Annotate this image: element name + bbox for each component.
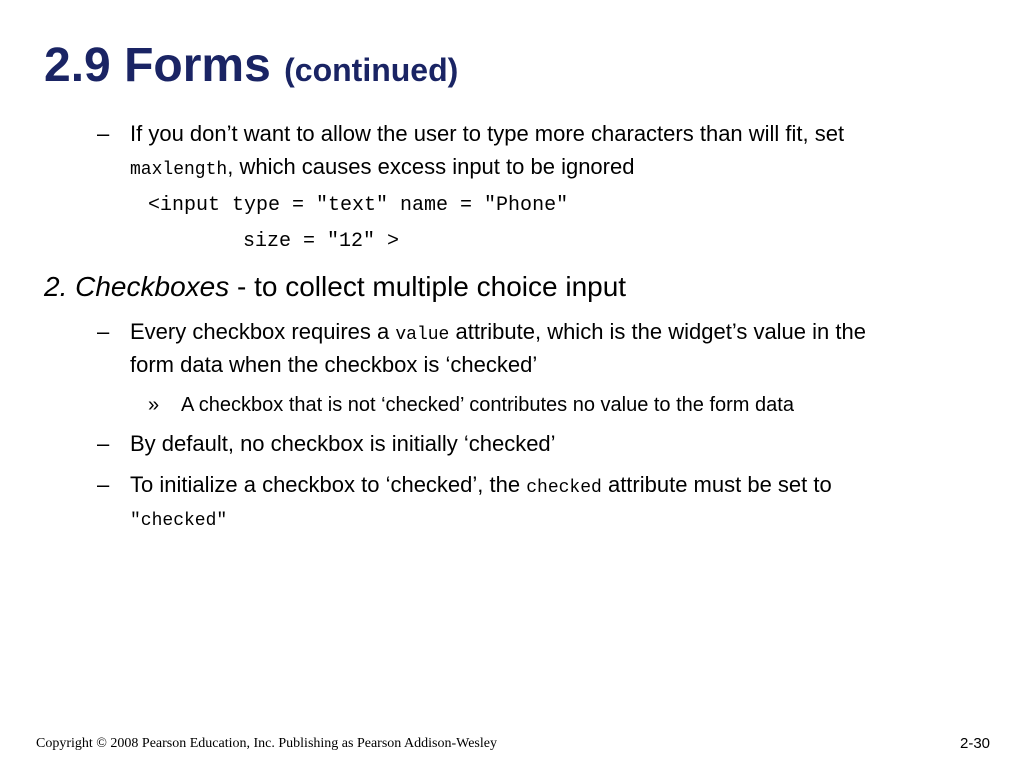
bullet-marker: – — [97, 121, 110, 146]
maxlength-bullet-line1: If you don’t want to allow the user to type more characters than will fit, set — [130, 121, 845, 146]
checkboxes-heading-emphasis: 2. Checkboxes — [44, 271, 230, 302]
code-example-line2: size = "12" > — [243, 230, 400, 253]
bullet-marker: – — [97, 319, 110, 344]
init-bullet-line1-end: attribute must be set to — [601, 472, 832, 497]
maxlength-bullet-line2-rest: , which causes excess input to be ignored — [227, 154, 635, 179]
checkboxes-heading — [44, 268, 626, 306]
sub-bullet-marker: » — [148, 394, 160, 416]
value-code: value — [395, 325, 450, 345]
footer-copyright: Copyright © 2008 Pearson Education, Inc. Publishing as Pearson Addison-Wesley — [36, 736, 497, 751]
value-bullet-line1 — [130, 316, 866, 351]
slide-title-main: 2.9 Forms — [44, 39, 271, 92]
init-bullet-line1-start: To initialize a checkbox to ‘checked’, the — [130, 472, 527, 497]
bullet-marker: – — [97, 431, 110, 456]
default-bullet-text: By default, no checkbox is initially ‘checked’ — [130, 431, 556, 456]
maxlength-bullet-line2 — [130, 151, 634, 186]
value-bullet-line2: form data when the checkbox is ‘checked’ — [130, 352, 538, 377]
value-bullet-line1-start: Every checkbox requires a — [130, 319, 396, 344]
code-example-line1: <input type = "text" name = "Phone" — [148, 194, 569, 217]
slide-title — [44, 36, 458, 100]
bullet-marker: – — [97, 472, 110, 497]
init-bullet-line2 — [130, 502, 227, 537]
checked-value-code: "checked" — [130, 511, 228, 531]
page-number: 2-30 — [960, 735, 991, 752]
maxlength-code: maxlength — [130, 160, 228, 180]
init-bullet-line1 — [130, 469, 832, 504]
sub-bullet-text: A checkbox that is not ‘checked’ contributes no value to the form data — [181, 394, 794, 416]
value-bullet-line1-end: attribute, which is the widget’s value in the — [449, 319, 866, 344]
slide-title-suffix: (continued) — [284, 52, 459, 88]
checkboxes-heading-rest: - to collect multiple choice input — [229, 271, 627, 302]
checked-code: checked — [526, 478, 602, 498]
